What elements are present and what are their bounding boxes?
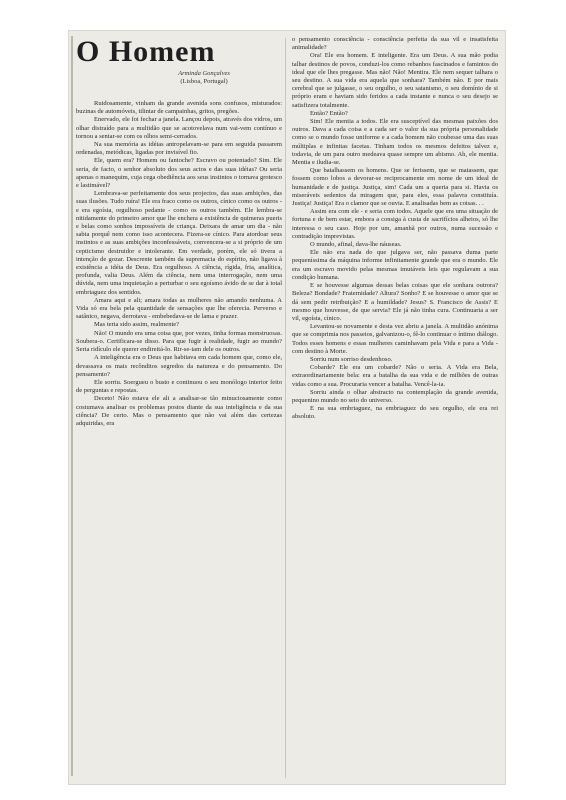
paragraph: Mas teria sido assim, realmente? xyxy=(94,321,180,329)
paragraph: o pensamento consciência - consciência perfeita da sua vil e insatisfeita animalidade? xyxy=(292,36,498,52)
paragraph: Deceto! Não estava ele ali a analisar-se tão minuciosamente como costumava analisar os problemas postos diante da sua inteligência e da sua ciência? De certo. Mas o pensamento que não vai além das certezas adquiridas, era xyxy=(76,395,282,427)
paragraph: Lembrava-se perfeitamente dos seus projectos, das suas ambições, das suas ilusões. Tudo ruíra! Ele era fraco como os outros, cínico como os outros - e era egoísta, orgulhoso pedante - como os outros também. Ele lembra-se nitidamente do primeiro amor que lhe enchera a existência de quimeras pueris e belas como sonhos impossíveis de criança. Deixara de amar um dia - não sabia porquê nem como isso acontecera. Fizera-se cínico. Para atordoar seus instintos e as suas ambições inconfessáveis, convencera-se a si próprio de um cepticismo destruidor e intolerante. Em verdade, porém, ele só tivera a intenção de gozar. Descrente também da supremacia do espírito, não ligava à existência a idéia de Deus. Era orgulhoso. A ciência, rígida, fria, analítica, profunda, valia Deus. Além da ciência, nem uma interrogação, nem uma dúvida, nem uma inquietação a perturbar o seu egoísmo ávido de se dar à total embriaguez dos sentidos. xyxy=(76,190,282,296)
paragraph: O mundo, afinal, dava-lhe náuseas. xyxy=(310,241,402,249)
paragraph: Levantou-se novamente e desta vez abriu a janela. A multidão anónima que se comprimia nos passeios, galvanizou-o, fê-lo continuar o íntimo diálogo. Todos esses homens e essas mulheres caminhavam pela Vida e para a Vida - com destino à Morte. xyxy=(292,323,498,355)
paragraph: Na sua memória as idéias antropelavam-se para em seguida passarem ordenadas, metódicas, ligadas por invisível fio. xyxy=(76,141,282,157)
paragraph: A inteligência era o Deus que habitava em cada homem que, como ele, devassava os mais recônditos segredos da natureza e do pensamento. Do pensamento? xyxy=(76,354,282,378)
margin-bar xyxy=(71,36,73,776)
paragraph: Ele sorriu. Soergueu o busto e continuou o seu monólogo interior feito de perguntas e repostas. xyxy=(76,378,282,395)
paragraph: Amara aqui e ali; amara todas as mulheres não amando nenhuma. A Vida só era bela pela quantidade de sensações que lhe oferecia. Perverso e satânico, negava, derrotava - embebedava-se de lama e prazer. xyxy=(76,296,282,321)
paragraph: Então? Então? xyxy=(310,109,348,117)
paragraph: Que batalhassem os homens. Que se ferissem, que se matassem, que fossem como lobos a devorar-se reciprocamente em nome de um ideal de humanidade e de justiça. Justiça, sim! Cada um a queria para si. Havia os miseráveis sedentos da miragem que, para eles, essa palavra constituía. Justiça! Justiça! Era o clamor que se ouvia. E analisadas bem as coisas. . . xyxy=(292,167,498,208)
left-column xyxy=(76,36,282,428)
paragraph: Assim era com ele - e seria com todos. Aquele que era uma situação de fortuna e de bem estar, embora a consiga à custa de sacrifícios alheios, só lhe interessa o seu caso. Hoje por um, amanhã por outros, numa sucessão e contradição imprevistas. xyxy=(292,208,498,240)
paragraph: Sim! Ele mentia a todos. Ele era susceptível das mesmas paixões dos outros. Dava a cada coisa e a cada ser o valor da sua própria personalidade como se o mundo fosse uniforme e a cada homem não coubesse uma das suas múltiplas e infinitas facetas. Tinham todos os mesmos defeitos talvez e, todavia, de um para outro medeava quase sempre um abismo. Ah, ele mentia. Mentia e iludia-se. xyxy=(292,118,498,167)
author-location: (Lisboa, Portugal) xyxy=(180,78,228,85)
paragraph: Sorriu num sorriso desdenhoso. xyxy=(310,355,393,363)
author-name: Arminda Gonçalves xyxy=(178,70,230,77)
paragraph: Sorriu ainda o olhar abstracto na contemplação da grande avenida, pequenino mundo no seio do universo. xyxy=(292,388,498,404)
paragraph: Cobarde? Ele era um cobarde? Não o seria. A Vida era Bela, extraordinariamente bela: era a batalha da sua vida e de milhões de outras vidas como a sua. Procuraria vencer a batalha. Vencê-la-ia. xyxy=(292,364,498,388)
newspaper-clipping xyxy=(68,30,506,785)
paragraph: Enervado, ele foi fechar a janela. Lançou depois, através dos vidros, um olhar distraído para a multidão que se acotovelava num vai-vem contínuo e tornou a sentar-se com os olhos semi-cerrados. xyxy=(76,116,282,140)
paragraph: E se houvesse algumas dessas belas coisas que ele sonhara outrora? Beleza? Bondade? Fraternidade? Altura? Sonho? E se houvesse o amor que se dá sem pedir retribuição? E a humildade? Jesus? S. Francisco de Assis? E mesmo que houvesse, de que servia? Ele já não tinha cura. Continuaria a ser vil, egoísta, cínico. xyxy=(292,282,498,322)
article-title: O Homem xyxy=(76,35,216,68)
paragraph: Ele, quem era? Homem ou fantoche? Escravo ou potentado? Sim. Ele seria, de facto, o senhor absoluto dos seus actos e das suas idéias? Ou seria apenas o manequim, cuja cega obediência aos seus instintos o tornava grotesco e lastimável? xyxy=(76,157,282,190)
paragraph: Não! O mundo era uma coisa que, por vezes, tinha formas monstruosas. Soubera-o. Certificara-se disso. Para que fugir à realidade, fugir ao mundo? Seria ridículo ele querer endireitá-lo. Rir-se-iam dele os outros. xyxy=(76,329,282,354)
paragraph: Ele não era nada do que julgava ser, não passava duma parte pequeníssima da máquina informe infinitamente grande que era o mundo. Ele era um escravo movido pelas mesmas imutáveis leis que regulavam a sua condição humana. xyxy=(292,249,498,281)
right-column xyxy=(292,36,498,422)
paragraph: Ruidosamente, vinham da grande avenida sons confusos, misturados: buzinas de automóveis, tilintar de campainhas, gritos, pregões. xyxy=(76,100,282,116)
paragraph: Ora! Ele era homem. E inteligente. Era um Deus. A sua mão podia talhar destinos de povos, conduzi-los como rebanhos fascinados e famintos do ideal que ele lhes pregasse. Mas não! Não! Mentira. Ele nem sequer talhara o seu destino. A sua vida era aquela que sonhara? Também não. E por mais cerebral que se julgasse, o seu orgulho, o seu satanismo, o seu domínio de si próprio eram e haviam sido feridos a cada instante e nunca o seu desejo se satisfizera totalmente. xyxy=(292,52,498,109)
column-divider xyxy=(285,38,286,778)
paragraph: E na sua embriaguez, na embriaguez do seu orgulho, ele era rei absoluto. xyxy=(292,405,498,421)
byline xyxy=(126,70,282,86)
